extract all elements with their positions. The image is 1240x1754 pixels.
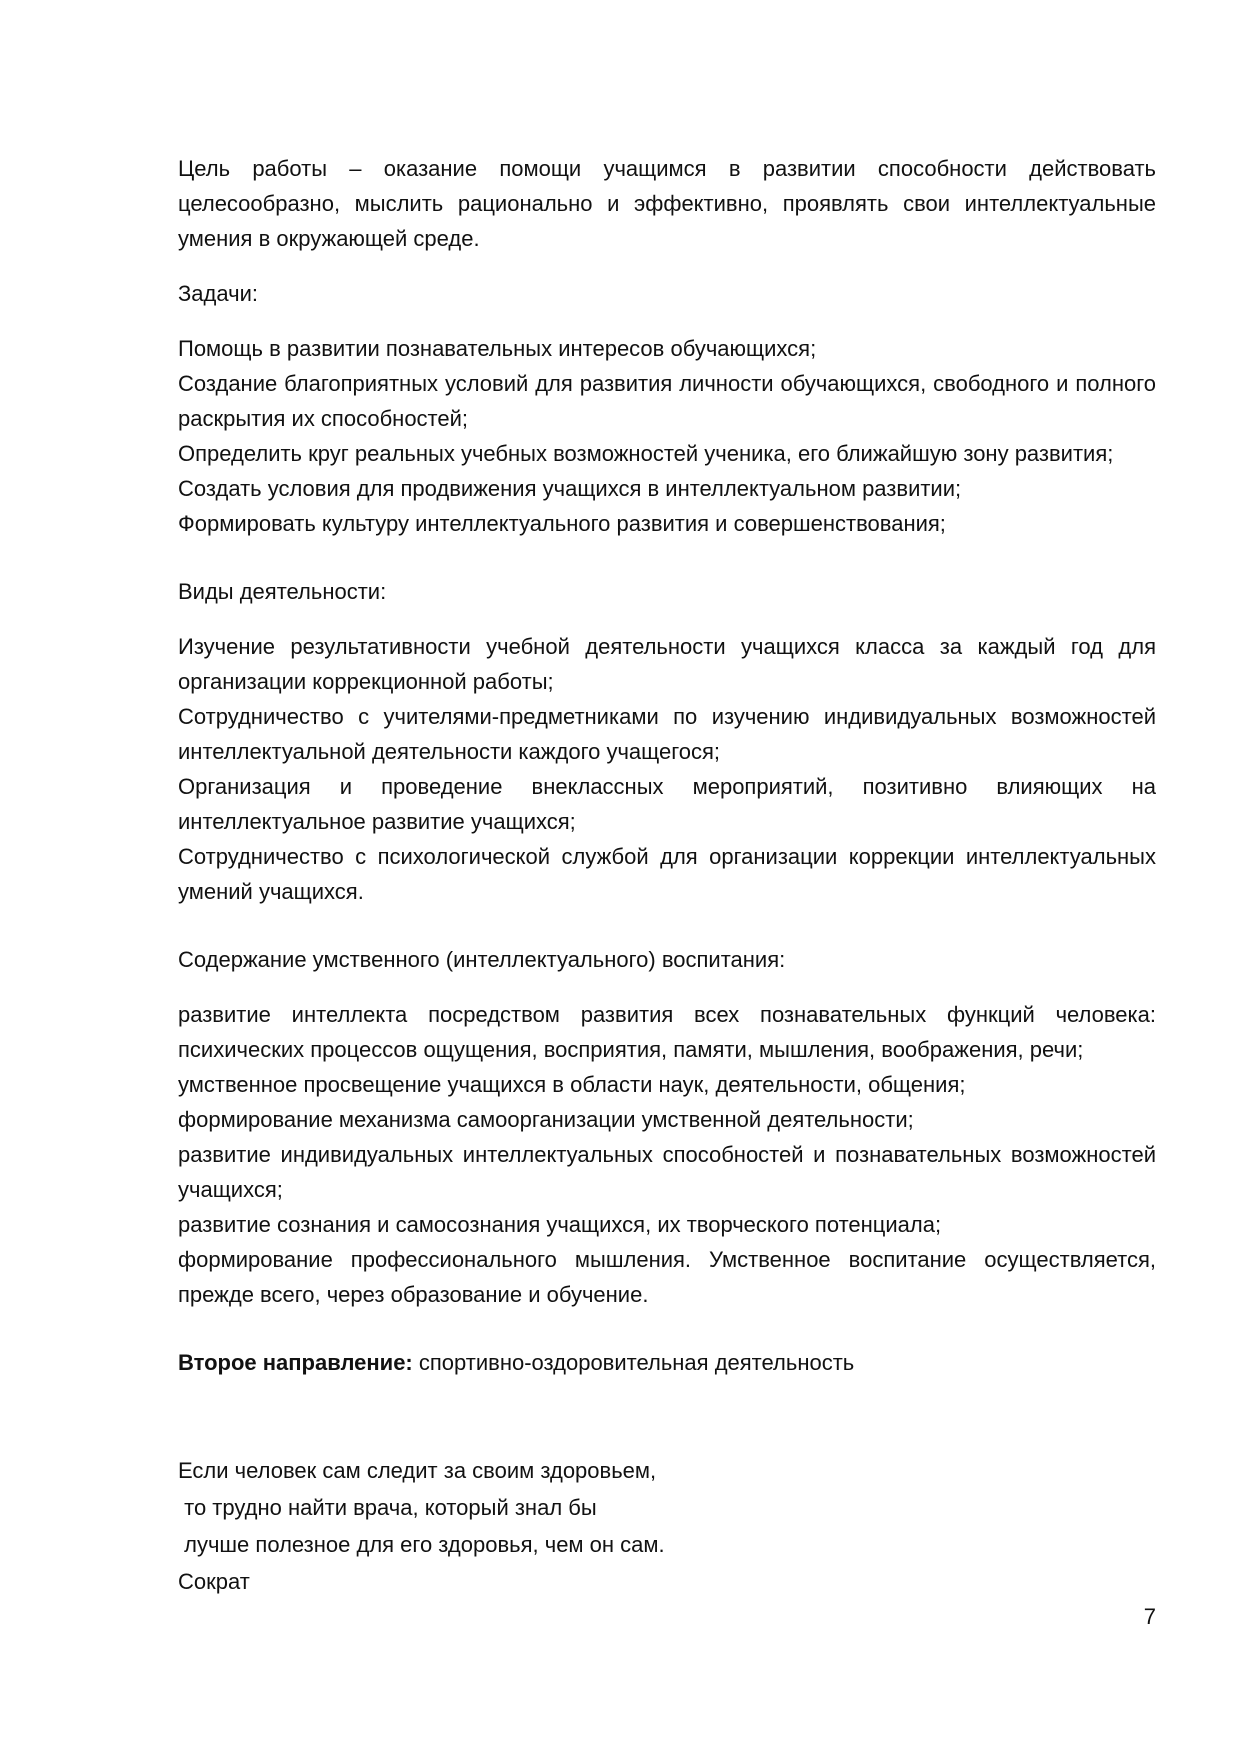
second-direction-line <box>178 1345 1156 1380</box>
list-item: формирование профессионального мышления. Умственное воспитание осуществляется, прежде всего, через образование и обучение. <box>178 1247 1156 1307</box>
list-item: Изучение результативности учебной деятельности учащихся класса за каждый год для организации коррекционной работы; <box>178 634 1156 694</box>
content-heading: Содержание умственного (интеллектуального) воспитания: <box>178 947 786 972</box>
list-item: развитие сознания и самосознания учащихся, их творческого потенциала; <box>178 1212 942 1237</box>
list-item: Сотрудничество с психологической службой для организации коррекции интеллектуальных умений учащихся. <box>178 844 1156 904</box>
list-item: Помощь в развитии познавательных интересов обучающихся; <box>178 336 817 361</box>
list-item: Создать условия для продвижения учащихся в интеллектуальном развитии; <box>178 476 962 501</box>
quote-author: Сократ <box>178 1569 250 1594</box>
list-item: Формировать культуру интеллектуального развития и совершенствования; <box>178 511 946 536</box>
page-number: 7 <box>1143 1604 1156 1629</box>
list-item: развитие интеллекта посредством развития всех познавательных функций человека: психических процессов ощущения, восприятия, памяти, мышления, воображения, речи; <box>178 1002 1156 1062</box>
list-item: Определить круг реальных учебных возможностей ученика, его ближайшую зону развития; <box>178 441 1114 466</box>
list-item: умственное просвещение учащихся в области наук, деятельности, общения; <box>178 1072 966 1097</box>
list-item: формирование механизма самоорганизации умственной деятельности; <box>178 1107 914 1132</box>
second-direction-text: спортивно-оздоровительная деятельность <box>412 1350 855 1375</box>
page-content <box>178 151 1156 1600</box>
second-direction-label: Второе направление: <box>178 1350 413 1375</box>
tasks-heading: Задачи: <box>178 281 258 306</box>
list-item: Сотрудничество с учителями-предметниками по изучению индивидуальных возможностей интеллектуальной деятельности каждого учащегося; <box>178 704 1156 764</box>
goal-paragraph: Цель работы – оказание помощи учащимся в развитии способности действовать целесообразно, мыслить рационально и эффективно, проявлять свои интеллектуальные умения в окружающей среде. <box>178 156 1156 251</box>
content-list <box>178 997 1156 1312</box>
epigraph-quote <box>178 1452 1156 1600</box>
list-item: развитие индивидуальных интеллектуальных способностей и познавательных возможностей учащихся; <box>178 1142 1156 1202</box>
quote-line: Если человек сам следит за своим здоровьем, <box>178 1458 657 1483</box>
quote-line: то трудно найти врача, который знал бы <box>178 1495 597 1520</box>
list-item: Создание благоприятных условий для развития личности обучающихся, свободного и полного раскрытия их способностей; <box>178 371 1156 431</box>
list-item: Организация и проведение внеклассных мероприятий, позитивно влияющих на интеллектуальное развитие учащихся; <box>178 774 1156 834</box>
activities-list <box>178 629 1156 909</box>
activities-heading: Виды деятельности: <box>178 579 387 604</box>
quote-line: лучше полезное для его здоровья, чем он сам. <box>178 1532 665 1557</box>
tasks-list <box>178 331 1156 541</box>
